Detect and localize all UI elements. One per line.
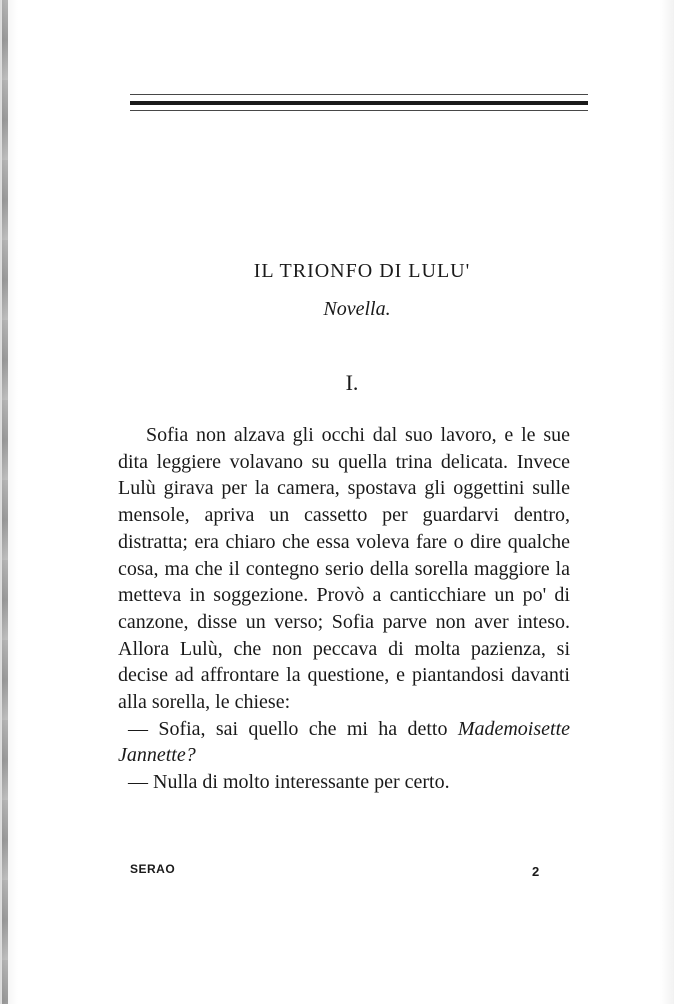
header-rule-thick: [130, 101, 588, 105]
story-subtitle: Novella.: [323, 298, 391, 320]
binding-edge: [2, 0, 8, 1004]
footer-author: SERAO: [130, 862, 176, 876]
chapter-number: I.: [345, 370, 359, 395]
header-rule-top: [130, 94, 588, 95]
dialog-name: Mademoisette Jannette?: [118, 717, 570, 767]
body-text: [118, 422, 570, 796]
paragraph: Sofia non alzava gli occhi dal suo lavoro, e le sue dita leggiere volavano su quella trina delicata. Invece Lulù girava per la camera, spostava gli oggettini sulle mensole, apriva un cassetto per guardarvi dentro, distratta; era chiaro che essa voleva fare o dire qualche cosa, ma che il contegno serio della sorella maggiore la metteva in soggezione. Provò a canticchiare un po' di canzone, disse un verso; Sofia parve non aver inteso. Allora Lulù, che non peccava di molta pazienza, si decise ad affrontare la questione, e piantandosi davanti alla sorella, le chiese:: [118, 424, 570, 714]
story-title: IL TRIONFO DI LULU': [253, 260, 471, 282]
footer-signature-mark: 2: [532, 864, 540, 879]
header-rule-bottom: [130, 110, 588, 111]
dialog-line: — Nulla di molto interessante per certo.: [128, 771, 450, 794]
dialog-text: — Sofia, sai quello che mi ha detto: [128, 717, 448, 740]
dialog-line: [118, 716, 570, 769]
